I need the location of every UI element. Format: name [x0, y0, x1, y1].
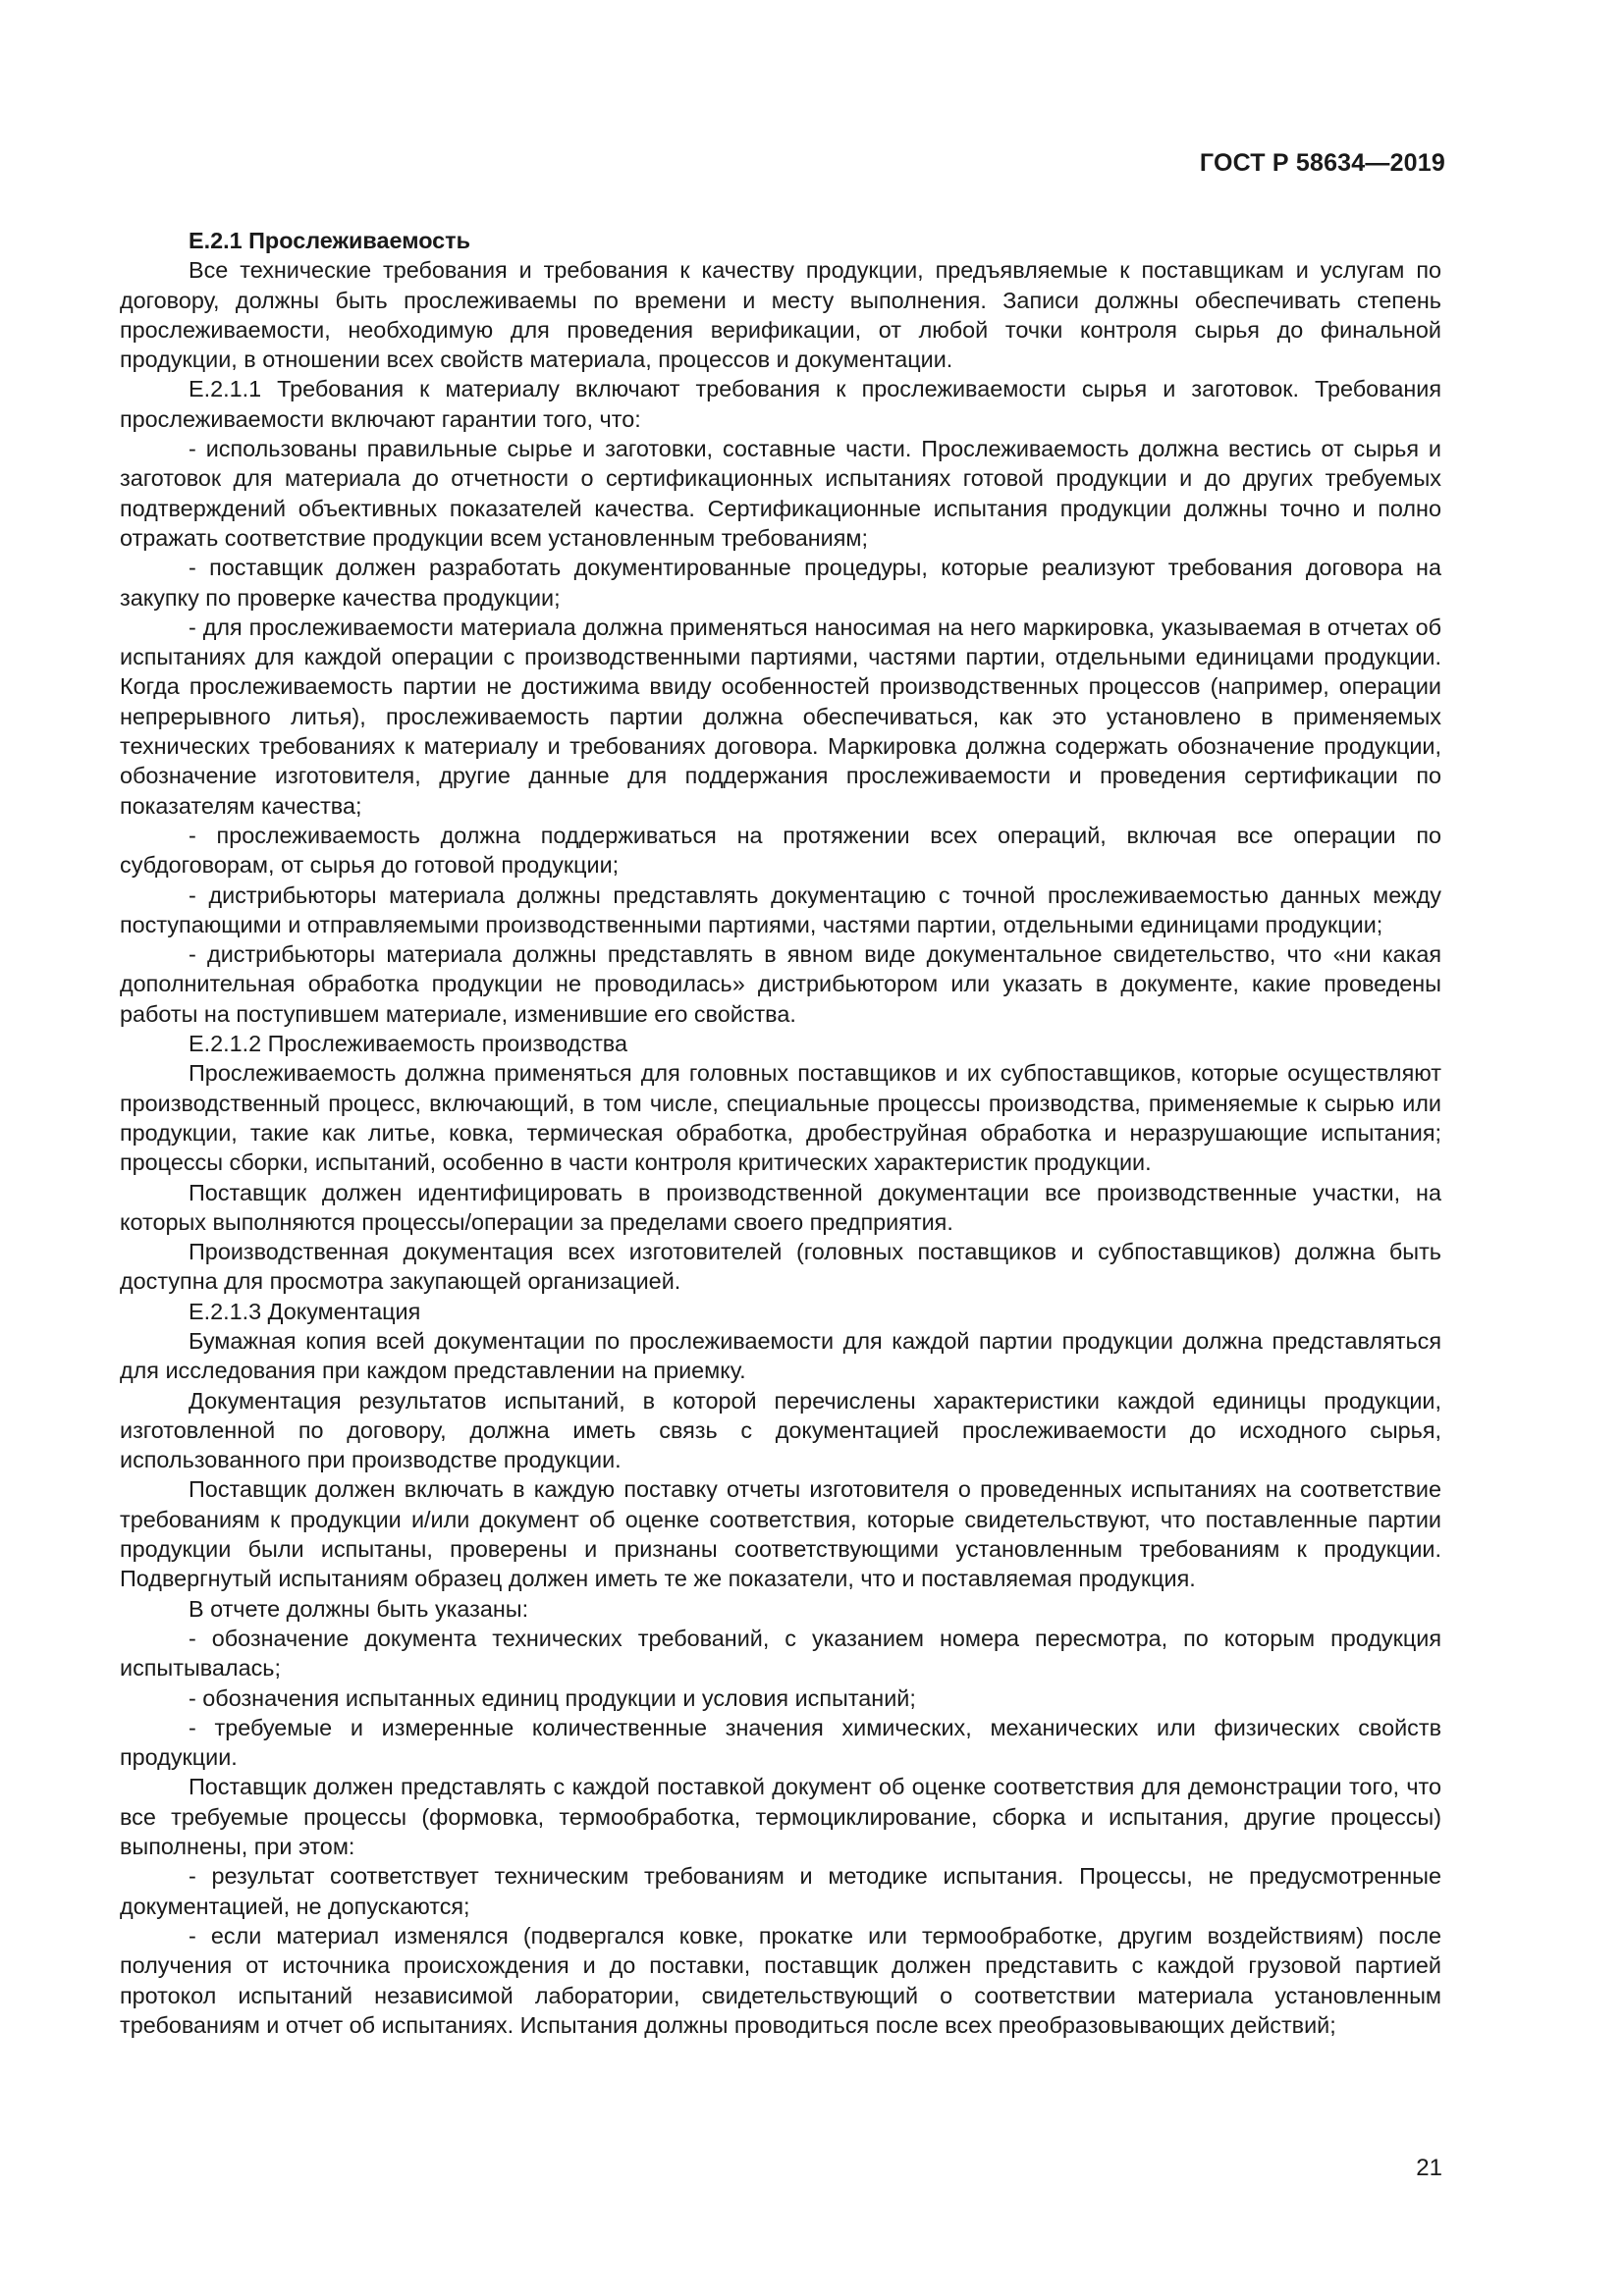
list-item: - обозначения испытанных единиц продукции и условия испытаний;	[189, 1684, 916, 1711]
list-item: - поставщик должен разработать документированные процедуры, которые реализуют требования договора на закупку по проверке качества продукции;	[120, 555, 1441, 611]
paragraph: Поставщик должен включать в каждую поставку отчеты изготовителя о проведенных испытаниях на соответствие требованиям к продукции и/или документ об оценке соответствия, которые свидетельствуют, что поставленные партии продукции были испытаны, проверены и признаны соответствующими установленным требованиям к продукции. Подвергнутый испытаниям образец должен иметь те же показатели, что и поставляемая продукция.	[120, 1476, 1441, 1592]
subsection-heading-e-2-1-3: Е.2.1.3 Документация	[189, 1298, 421, 1324]
paragraph: Прослеживаемость должна применяться для головных поставщиков и их субпоставщиков, которые осуществляют производственный процесс, включающий, в том числе, специальные процессы производства, применяемые к сырью или продукции, такие как литье, ковка, термическая обработка, дробеструйная обработка и неразрушающие испытания; процессы сборки, испытаний, особенно в части контроля критических характеристик продукции.	[120, 1060, 1441, 1176]
paragraph: Поставщик должен идентифицировать в производственной документации все производственные участки, на которых выполняются процессы/операции за пределами своего предприятия.	[120, 1179, 1441, 1235]
paragraph: Документация результатов испытаний, в которой перечислены характеристики каждой единицы продукции, изготовленной по договору, должна иметь связь с документацией прослеживаемости до исходного сырья, использованного при производстве продукции.	[120, 1387, 1441, 1473]
list-item: - если материал изменялся (подвергался ковке, прокатке или термообработке, другим воздействиям) после получения от источника происхождения и до поставки, поставщик должен представить с каждой грузовой партией протокол испытаний независимой лаборатории, свидетельствующий о соответствии материала установленным требованиям и отчет об испытаниях. Испытания должны проводиться после всех преобразовывающих действий;	[120, 1922, 1441, 2038]
subsection-heading-e-2-1-2: Е.2.1.2 Прослеживаемость производства	[189, 1031, 627, 1057]
paragraph: В отчете должны быть указаны:	[189, 1595, 529, 1622]
document-body	[120, 226, 1441, 2040]
document-code-header: ГОСТ Р 58634—2019	[1199, 149, 1445, 177]
paragraph: Все технические требования и требования к качеству продукции, предъявляемые к поставщикам и услугам по договору, должны быть прослеживаемы по времени и месту выполнения. Записи должны обеспечивать степень прослеживаемости, необходимую для проведения верификации, от любой точки контроля сырья до финальной продукции, в отношении всех свойств материала, процессов и документации.	[120, 257, 1441, 373]
paragraph: Бумажная копия всей документации по прослеживаемости для каждой партии продукции должна представляться для исследования при каждом представлении на приемку.	[120, 1327, 1441, 1384]
paragraph: Производственная документация всех изготовителей (головных поставщиков и субпоставщиков) должна быть доступна для просмотра закупающей организацией.	[120, 1239, 1441, 1295]
list-item: - дистрибьюторы материала должны представлять в явном виде документальное свидетельство, что «ни какая дополнительная обработка продукции не проводилась» дистрибьютором или указать в документе, какие проведены работы на поступившем материале, изменившие его свойства.	[120, 941, 1441, 1027]
list-item: - требуемые и измеренные количественные значения химических, механических или физических свойств продукции.	[120, 1714, 1441, 1771]
paragraph: Е.2.1.1 Требования к материалу включают требования к прослеживаемости сырья и заготовок. Требования прослеживаемости включают гарантии того, что:	[120, 376, 1441, 432]
paragraph: Поставщик должен представлять с каждой поставкой документ об оценке соответствия для демонстрации того, что все требуемые процессы (формовка, термообработка, термоциклирование, сборка и испытания, другие процессы) выполнены, при этом:	[120, 1774, 1441, 1860]
section-heading-e-2-1: Е.2.1 Прослеживаемость	[189, 228, 471, 253]
list-item: - для прослеживаемости материала должна применяться наносимая на него маркировка, указываемая в отчетах об испытаниях для каждой операции с производственными партиями, частями партии, отдельными единицами продукции. Когда прослеживаемость партии не достижима ввиду особенностей производственных процессов (например, операции непрерывного литья), прослеживаемость партии должна обеспечиваться, как это установлено в применяемых технических требованиях к материалу и требованиях договора. Маркировка должна содержать обозначение продукции, обозначение изготовителя, другие данные для поддержания прослеживаемости и проведения сертификации по показателям качества;	[120, 614, 1441, 819]
list-item: - результат соответствует техническим требованиям и методике испытания. Процессы, не предусмотренные документацией, не допускаются;	[120, 1863, 1441, 1919]
page-number: 21	[1416, 2155, 1442, 2181]
list-item: - использованы правильные сырье и заготовки, составные части. Прослеживаемость должна вестись от сырья и заготовок для материала до отчетности о сертификационных испытаниях готовой продукции и до других требуемых подтверждений объективных показателей качества. Сертификационные испытания продукции должны точно и полно отражать соответствие продукции всем установленным требованиям;	[120, 436, 1441, 551]
list-item: - обозначение документа технических требований, с указанием номера пересмотра, по которым продукция испытывалась;	[120, 1625, 1441, 1682]
list-item: - дистрибьюторы материала должны представлять документацию с точной прослеживаемостью данных между поступающими и отправляемыми производственными партиями, частями партии, отдельными единицами продукции;	[120, 881, 1441, 937]
list-item: - прослеживаемость должна поддерживаться на протяжении всех операций, включая все операции по субдоговорам, от сырья до готовой продукции;	[120, 822, 1441, 879]
